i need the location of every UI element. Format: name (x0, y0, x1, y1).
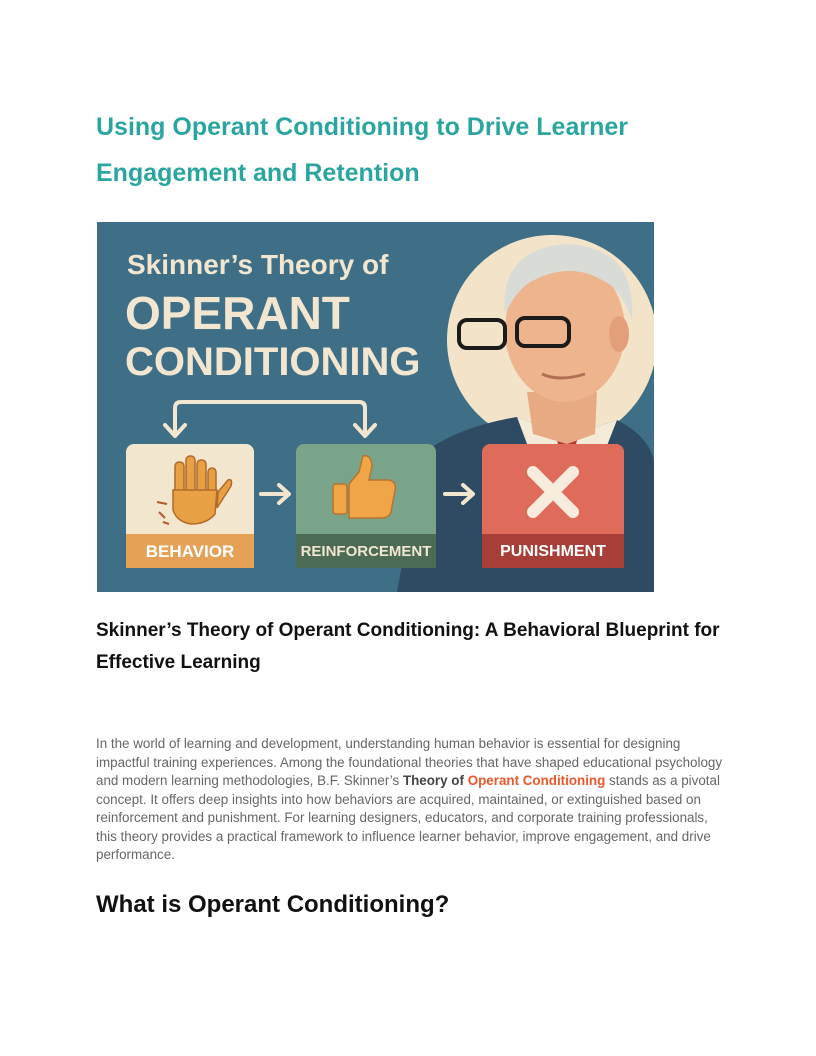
hero-line3: CONDITIONING (125, 340, 421, 384)
hero-line1: Skinner’s Theory of (127, 249, 389, 280)
section-heading: What is Operant Conditioning? (96, 891, 450, 918)
hero-line2: OPERANT (125, 287, 350, 339)
intro-paragraph (96, 735, 726, 865)
article-subtitle: Skinner’s Theory of Operant Conditioning: A Behavioral Blueprint for Effective Learning (96, 620, 720, 673)
reinforcement-label: REINFORCEMENT (300, 543, 432, 560)
punishment-label: PUNISHMENT (500, 543, 606, 560)
page-title: Using Operant Conditioning to Drive Learner Engagement and Retention (96, 113, 628, 187)
intro-text-2: stands as a pivotal concept. It offers deep insights into how behaviors are acquired, maintained, or extinguished based on reinforcement and punishment. For learning designers, educators, and corporate training professionals, this theory provides a practical framework to influence learner behavior, improve engagement, and drive performance. (96, 773, 720, 862)
behavior-label: BEHAVIOR (145, 542, 235, 561)
hero-image (97, 222, 654, 592)
intro-bold-text: Theory of (402, 773, 464, 788)
operant-conditioning-link[interactable]: Operant Conditioning (467, 773, 606, 788)
intro-text-1: In the world of learning and development, understanding human behavior is essential for designing impactful training experiences. Among the foundational theories that have shaped educational psychology and modern learning methodologies, B.F. Skinner’s (96, 736, 723, 788)
